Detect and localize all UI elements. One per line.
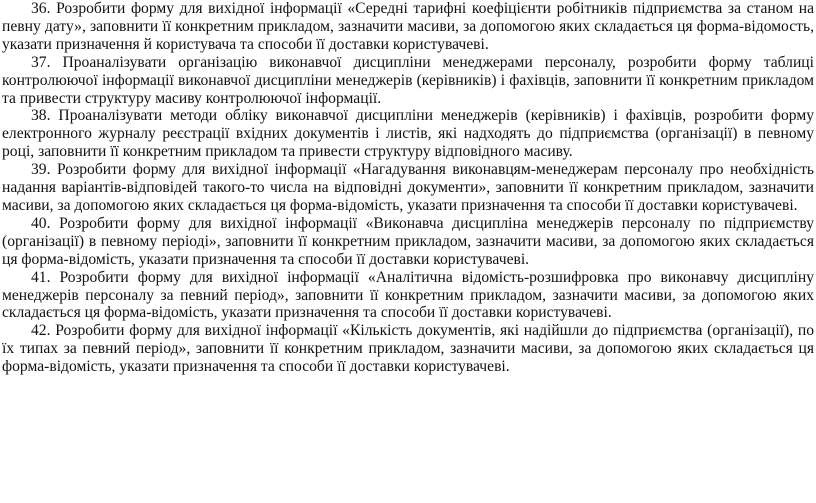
paragraph-task-36: 36. Розробити форму для вихідної інформації «Середні тарифні коефіцієнти робітників підприємства за станом на певну дату», заповнити її конкретним прикладом, зазначити масиви, за допомогою яких складається ця форма-відомость, указати призначення й користувача та способи її доставки користувачеві.: [2, 0, 814, 53]
paragraph-task-37: 37. Проаналізувати організацію виконавчої дисципліни менеджерами персоналу, розробити форму таблиці контролюючої інформації виконавчої дисципліни менеджерів (керівників) і фахівців, заповнити її конкретним прикладом та привести структуру масиву контролюючої інформації.: [2, 53, 814, 107]
paragraph-task-40: 40. Розробити форму для вихідної інформації «Виконавча дисципліна менеджерів персоналу по підприємству (організації) в певному періоді», заповнити її конкретним прикладом, зазначити масиви, за допомогою яких складається ця форма-відомість, указати призначення та способи її доставки користувачеві.: [2, 214, 814, 268]
paragraph-task-42: 42. Розробити форму для вихідної інформації «Кількість документів, які надійшли до підприємства (організації), по їх типах за певний період», заповнити її конкретним прикладом, зазначити масиви, за допомогою яких складається ця форма-відомість, указати призначення та способи її доставки користувачеві.: [2, 322, 814, 376]
paragraph-task-41: 41. Розробити форму для вихідної інформації «Аналітична відомість-розшифровка про виконавчу дисципліну менеджерів персоналу за певний період», заповнити її конкретним прикладом, зазначити масиви, за допомогою яких складається ця форма-відомість, указати призначення та способи її доставки користувачеві.: [2, 268, 814, 322]
paragraph-task-39: 39. Розробити форму для вихідної інформації «Нагадування виконавцям-менеджерам персоналу про необхідність надання варіантів-відповідей такого-то числа на відповідні документи», заповнити її конкретним прикладом, зазначити масиви, за допомогою яких складається ця форма-відомість, указати призначення та способи її доставки користувачеві.: [2, 161, 814, 214]
paragraph-task-38: 38. Проаналізувати методи обліку виконавчої дисципліни менеджерів (керівників) і фахівців, розробити форму електронного журналу реєстрації вхідних документів і листів, які надходять до підприємства (організації) в певному році, заповнити її конкретним прикладом та привести структуру відповідного масиву.: [2, 107, 814, 161]
